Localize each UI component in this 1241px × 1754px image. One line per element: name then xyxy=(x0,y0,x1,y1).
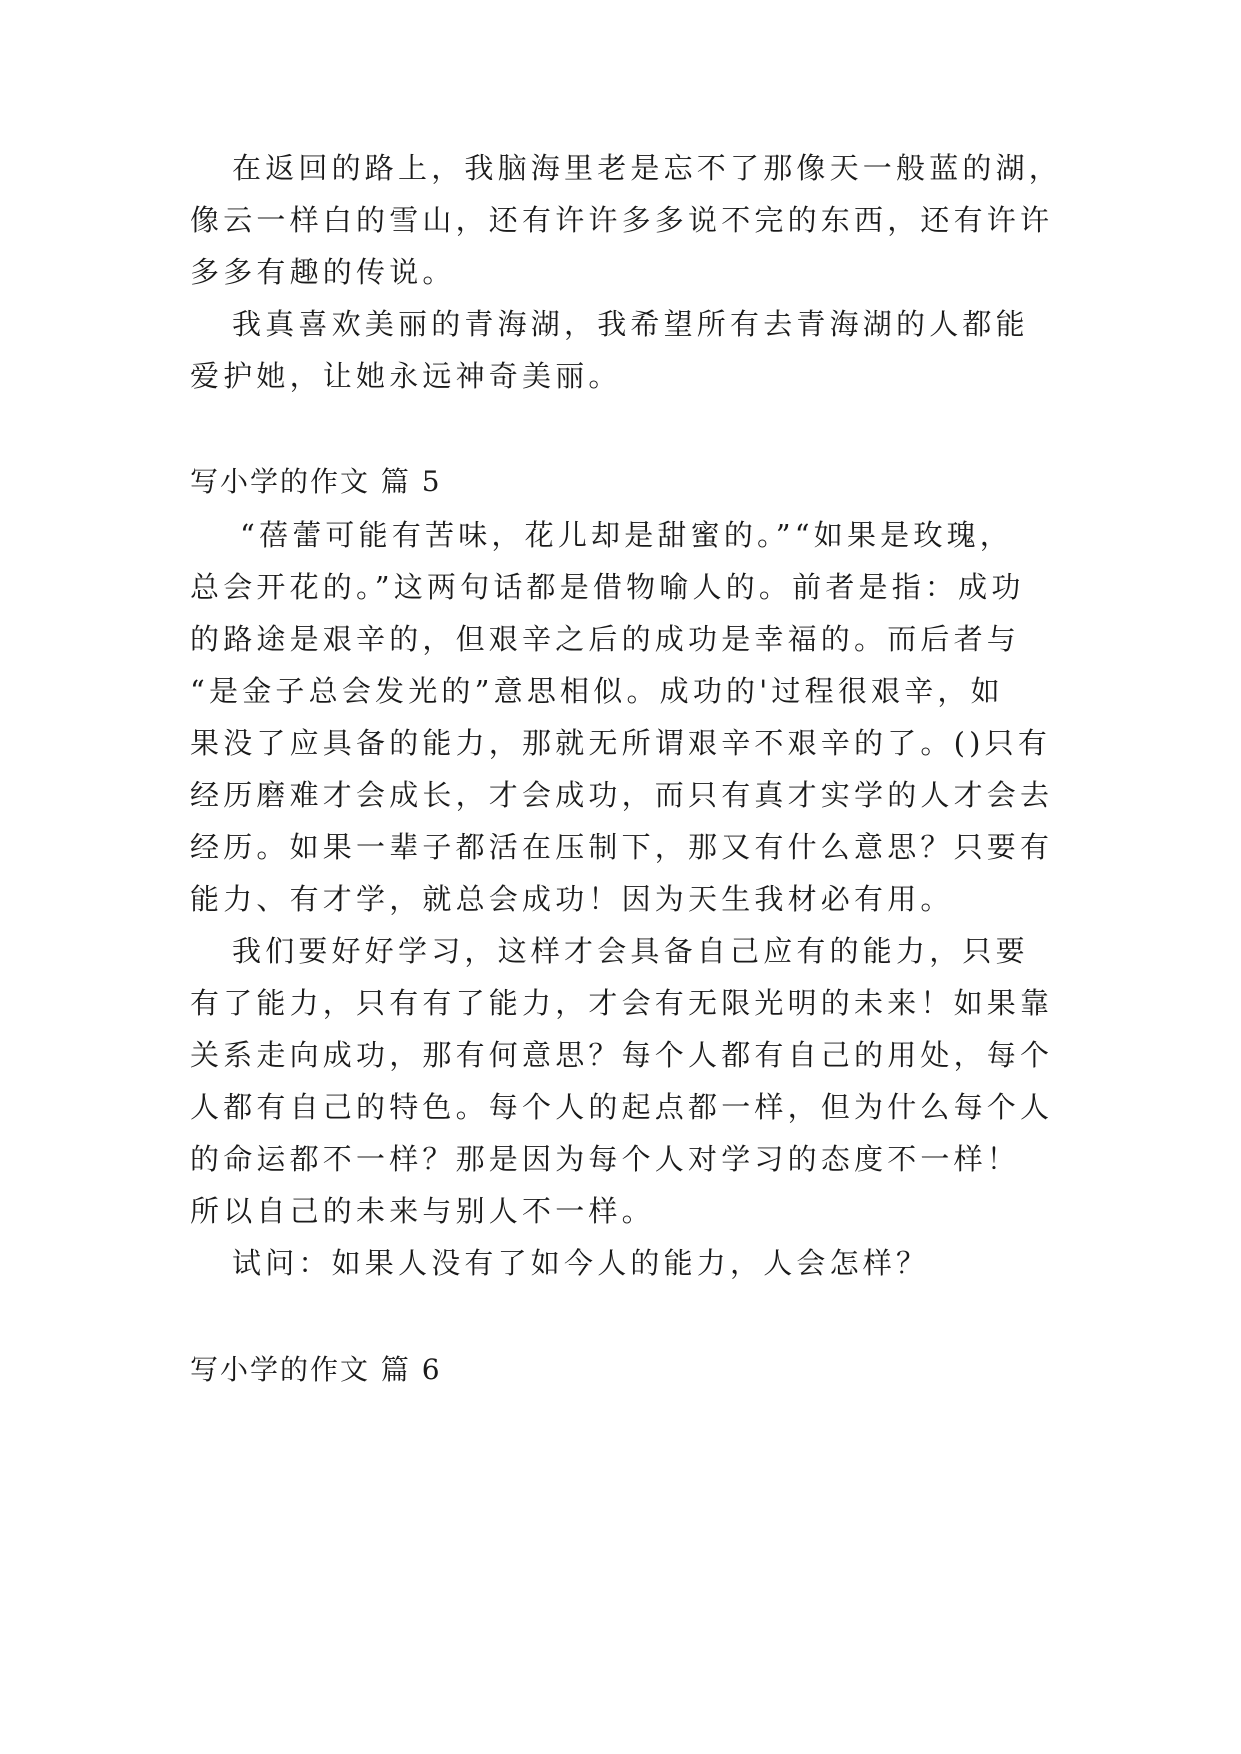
section-heading-6: 写小学的作文 篇 6 xyxy=(190,1353,442,1386)
paragraph-line: 多多有趣的传说。 xyxy=(190,255,456,289)
paragraph-line: 总会开花的。”这两句话都是借物喻人的。前者是指：成功 xyxy=(190,570,1025,604)
paragraph-line: 我们要好好学习，这样才会具备自己应有的能力，只要 xyxy=(232,934,1029,968)
paragraph-line: 像云一样白的雪山，还有许许多多说不完的东西，还有许许 xyxy=(190,203,1054,237)
paragraph-line: 所以自己的未来与别人不一样。 xyxy=(190,1194,655,1228)
paragraph-line: “蓓蕾可能有苦味，花儿却是甜蜜的。”“如果是玫瑰， xyxy=(240,518,1013,552)
paragraph-line: 的路途是艰辛的，但艰辛之后的成功是幸福的。而后者与 xyxy=(190,622,1021,656)
paragraph-line: 经历磨难才会成长，才会成功，而只有真才实学的人才会去 xyxy=(190,778,1054,812)
paragraph-line: 我真喜欢美丽的青海湖，我希望所有去青海湖的人都能 xyxy=(232,307,1029,341)
section-heading-5: 写小学的作文 篇 5 xyxy=(190,465,442,498)
paragraph-line: 能力、有才学，就总会成功！因为天生我材必有用。 xyxy=(190,882,954,916)
paragraph-line: 的命运都不一样？那是因为每个人对学习的态度不一样！ xyxy=(190,1142,1021,1176)
paragraph-line: 有了能力，只有有了能力，才会有无限光明的未来！如果靠 xyxy=(190,986,1054,1020)
paragraph-line: 经历。如果一辈子都活在压制下，那又有什么意思？只要有 xyxy=(190,830,1054,864)
paragraph-line: 在返回的路上，我脑海里老是忘不了那像天一般蓝的湖， xyxy=(232,151,1063,185)
paragraph-line: 人都有自己的特色。每个人的起点都一样，但为什么每个人 xyxy=(190,1090,1054,1124)
paragraph-line: 爱护她，让她永远神奇美丽。 xyxy=(190,359,622,393)
paragraph-line: 试问：如果人没有了如今人的能力，人会怎样？ xyxy=(232,1246,930,1280)
paragraph-line: “是金子总会发光的”意思相似。成功的'过程很艰辛，如 xyxy=(190,674,1004,708)
paragraph-line: 果没了应具备的能力，那就无所谓艰辛不艰辛的了。()只有 xyxy=(190,726,1052,760)
paragraph-line: 关系走向成功，那有何意思？每个人都有自己的用处，每个 xyxy=(190,1038,1054,1072)
